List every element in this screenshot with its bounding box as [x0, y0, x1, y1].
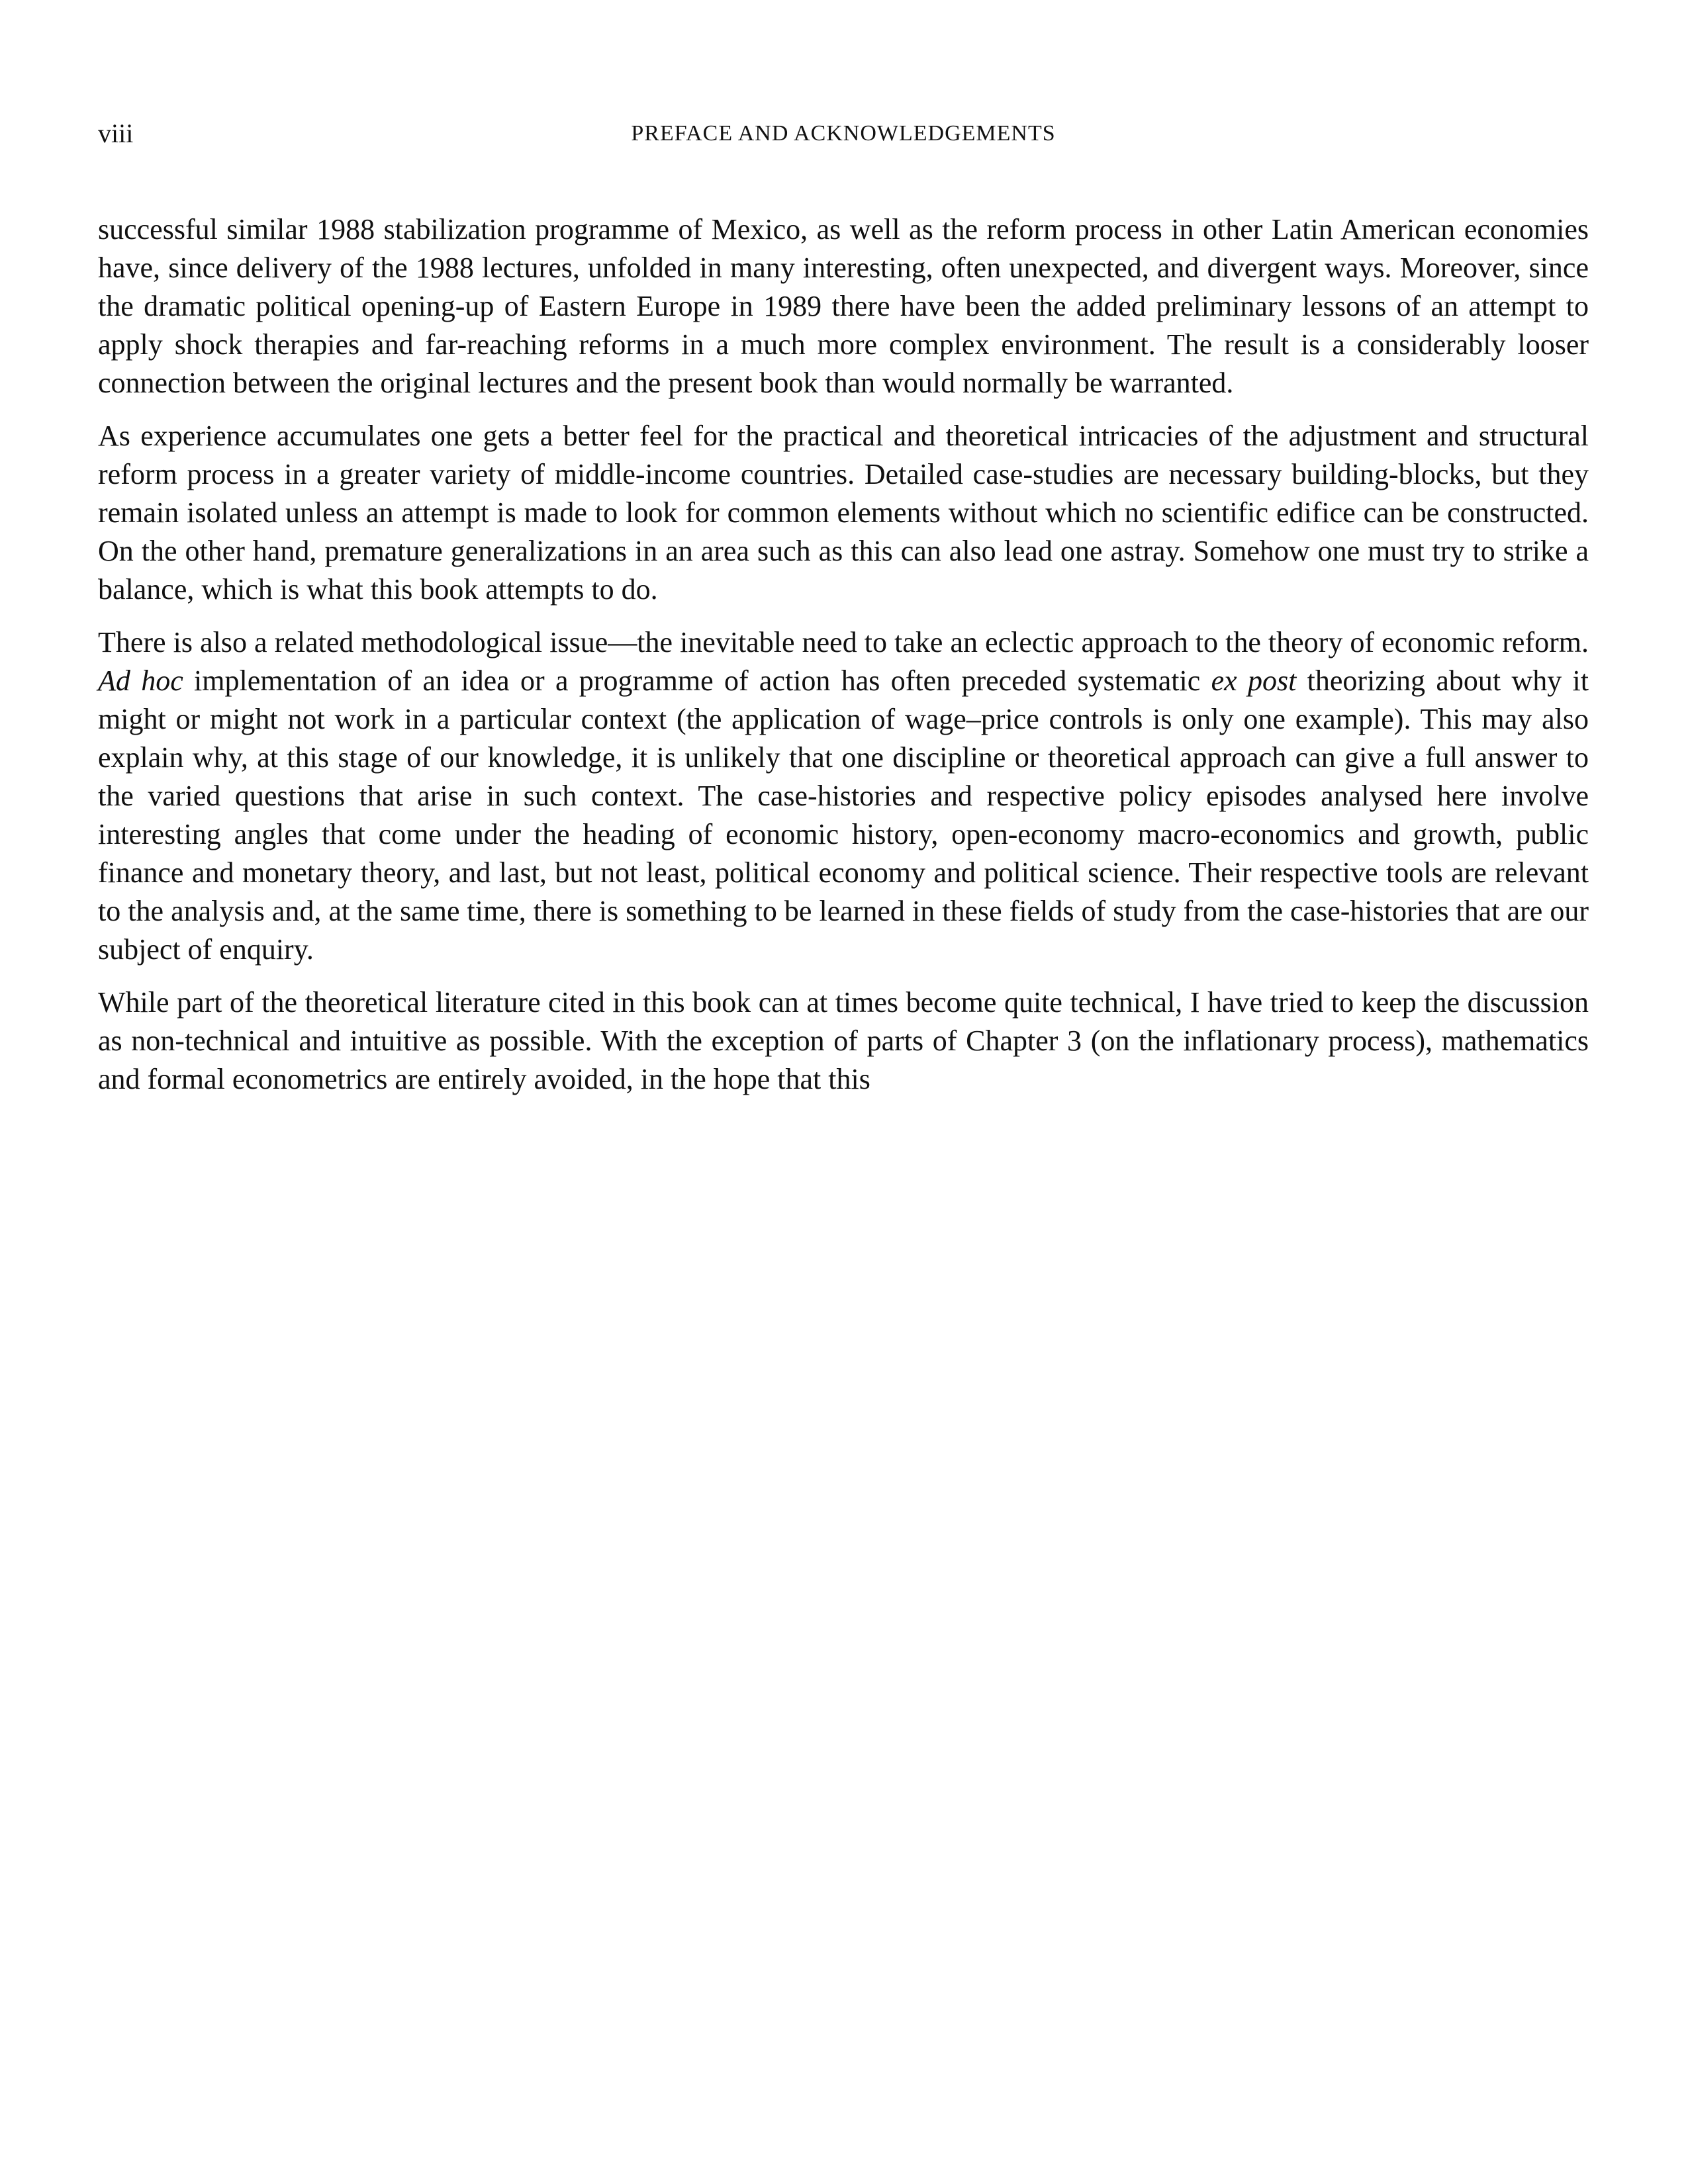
- running-head: [98, 114, 1589, 154]
- italic-ad-hoc: Ad hoc: [98, 664, 183, 697]
- running-title: PREFACE AND ACKNOWLEDGEMENTS: [631, 121, 1056, 146]
- paragraph-1: successful similar 1988 stabilization programme of Mexico, as well as the reform process in other Latin American economies have, since delivery of the 1988 lectures, unfolded in many interesting, often unexpected, and divergent ways. Moreover, since the dramatic political opening-up of Eastern Europe in 1989 there have been the added preliminary lessons of an attempt to apply shock therapies and far-reaching reforms in a much more complex environment. The result is a considerably looser connection between the original lectures and the present book than would normally be warranted.: [98, 213, 1589, 399]
- paragraph-3-text-a: There is also a related methodological issue—the inevitable need to take an eclectic approach to the theory of economic reform.: [98, 626, 1589, 659]
- page-number: viii: [98, 118, 134, 148]
- paragraph-3-text-b: implementation of an idea or a programme of action has often preceded systematic: [183, 664, 1211, 697]
- italic-ex-post: ex post: [1211, 664, 1297, 697]
- paragraph-3: [98, 623, 1589, 969]
- paragraph-3-text-c: theorizing about why it might or might not work in a particular context (the application of wage–price controls is only one example). This may also explain why, at this stage of our knowledge, it is unlikely that one discipline or theoretical approach can give a full answer to the varied questions that arise in such context. The case-histories and respective policy episodes analysed here involve interesting angles that come under the heading of economic history, open-economy macro-economics and growth, public finance and monetary theory, and last, but not least, political economy and political science. Their respective tools are relevant to the analysis and, at the same time, there is something to be learned in these fields of study from the case-histories that are our subject of enquiry.: [98, 664, 1589, 966]
- paragraph-2: As experience accumulates one gets a better feel for the practical and theoretical intricacies of the adjustment and structural reform process in a greater variety of middle-income countries. Detailed case-studies are necessary building-blocks, but they remain isolated unless an attempt is made to look for common elements without which no scientific edifice can be constructed. On the other hand, premature generalizations in an area such as this can also lead one astray. Somehow one must try to strike a balance, which is what this book attempts to do.: [98, 420, 1589, 606]
- paragraph-4: While part of the theoretical literature cited in this book can at times become quite technical, I have tried to keep the discussion as non-technical and intuitive as possible. With the exception of parts of Chapter 3 (on the inflationary process), mathematics and formal econometrics are entirely avoided, in the hope that this: [98, 986, 1589, 1095]
- body-text: [98, 210, 1589, 1099]
